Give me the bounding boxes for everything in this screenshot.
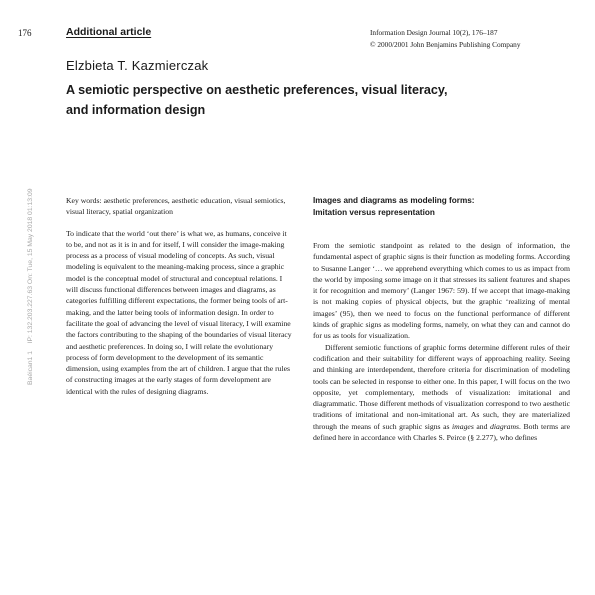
author-name: Elzbieta T. Kazmierczak	[66, 58, 209, 73]
body-paragraph	[313, 342, 570, 444]
copyright-line: © 2000/2001 John Benjamins Publishing Company	[370, 39, 521, 49]
paragraph-text: and	[473, 421, 490, 431]
paragraph-text: Different semiotic functions of graphic forms determine different rules of their codification and their suitability for different ways of approaching reality. Seeing and thinking are interdependent, therefore criteria for discrimination of modeling tools can be selected in response to either one. In this paper, I will focus on the two opposite, yet complementary, methods of visualization: imitational and diagrammatic. Those different methods of visualization correspond to two aesthetic traditions of imitational and non-imitational art. As such, they are materialized through the means of such graphic signs as	[313, 342, 570, 431]
abstract-column	[66, 195, 292, 397]
heading-line: Images and diagrams as modeling forms:	[313, 196, 475, 205]
journal-citation	[370, 27, 570, 50]
body-column	[313, 195, 570, 443]
heading-line: Imitation versus representation	[313, 207, 435, 217]
body-paragraph: From the semiotic standpoint as related to the design of information, the fundamental aspect of graphic signs is their function as modeling forms. According to Susanne Langer ‘… we apprehend everything which comes to us as impact from the world by imposing some image on it that stresses its salient features and shapes it for recognition and memory’ (Langer 1967: 59). If we accept that image-making is not making copies of physical objects, but the graphic ‘realizing of mental images’ (95), then we need to focus on the functional performance of different kinds of graphic signs as modeling forms, namely, on what they can and cannot do for us as tools for visualization.	[313, 241, 570, 341]
section-label: Additional article	[66, 26, 152, 38]
paragraph-text: . Both terms are defined here in accordance with Charles S. Peirce (§ 2.277), who defines	[313, 421, 571, 443]
title-line: and information design	[66, 103, 206, 117]
emphasis: images	[452, 421, 474, 431]
watermark-prefix: Baéican1 1	[27, 350, 34, 385]
article-title	[66, 80, 466, 120]
title-line: A semiotic perspective on aesthetic preferences, visual literacy,	[66, 83, 448, 97]
emphasis: diagrams	[490, 421, 520, 431]
abstract-text: To indicate that the world ‘out there’ is what we, as humans, conceive it to be, and not as it is in and for itself, I will consider the image-making process as a process of visual modeling of concepts. As such, visual modeling is equivalent to the meaning-making process, since a graphic model is the conceptual model of structural and conceptual relations. I will discuss functional differences between images and diagrams, as categories fulfilling different expectations, the former being tools of art-making, and the latter being tools of information design. In order to facilitate the goal of advancing the level of visual literacy, I will examine the factors contributing to the shaping of the boundaries of visual literacy and aesthetic preferences. In doing so, I will relate the evolutionary process of form development to the development of its semantic dimension, using examples from the art of children. I argue that the rules of constructing images at the early stages of form development are identical with the rules of designing diagrams.	[66, 228, 292, 396]
page-number: 176	[18, 28, 32, 38]
download-watermark	[27, 188, 34, 385]
journal-line: Information Design Journal 10(2), 176–187	[370, 28, 498, 37]
watermark-ip: IP: 132.203.227.63 On: Tue, 15 May 2018 01:13:09	[27, 188, 34, 344]
keywords: Key words: aesthetic preferences, aesthetic education, visual semiotics, visual literacy, spatial organization	[66, 196, 286, 217]
section-heading	[313, 195, 570, 218]
